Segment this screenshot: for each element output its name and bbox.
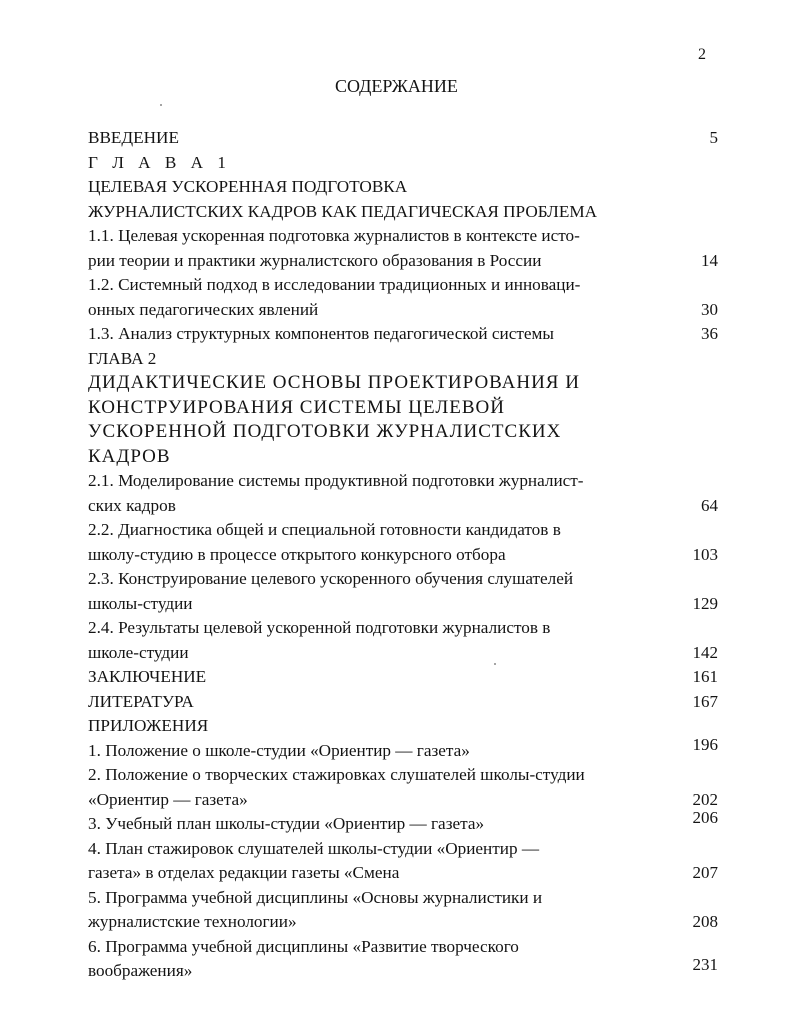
toc-entry [88,543,718,568]
toc-entry-text: КАДРОВ [88,445,171,467]
toc-entry-text: ЛИТЕРАТУРА [88,691,194,711]
toc-entry-page: 202 [692,789,718,809]
toc-entry [88,763,718,788]
chapter-title [88,175,718,200]
toc-entry [88,910,718,935]
toc-entry-text: 2.2. Диагностика общей и специальной готовности кандидатов в [88,520,561,539]
toc-entry-page: 167 [692,691,718,711]
toc-entry-page: 161 [692,667,718,686]
toc-entry-text: ских кадров [88,495,176,515]
toc-entry-text: ЗАКЛЮЧЕНИЕ [88,667,207,686]
page-number: 2 [698,46,706,63]
chapter-title [88,371,718,396]
table-of-contents [88,126,718,984]
toc-entry [88,273,718,298]
toc-entry-text: рии теории и практики журналистского образования в России [88,250,542,270]
toc-entry-text: Г Л А В А 1 [88,152,231,172]
toc-entry [88,469,718,494]
toc-entry-text: школе-студии [88,642,189,662]
toc-entry [88,935,718,960]
toc-entry [88,641,718,666]
chapter-title [88,396,718,421]
toc-entry-text: ДИДАКТИЧЕСКИЕ ОСНОВЫ ПРОЕКТИРОВАНИЯ И [88,372,580,393]
toc-entry [88,249,718,274]
toc-entry-text: онных педагогических явлений [88,299,319,319]
toc-entry-text: школы-студии [88,593,193,613]
toc-entry [88,861,718,886]
toc-entry-text: 2.4. Результаты целевой ускоренной подготовки журналистов в [88,618,551,637]
toc-entry-page: 64 [701,495,718,515]
toc-entry [88,126,718,151]
toc-entry-page: 231 [692,955,718,974]
chapter-label [88,347,718,372]
toc-entry [88,734,718,764]
toc-entry-text: ПРИЛОЖЕНИЯ [88,716,209,735]
toc-entry-text: «Ориентир — газета» [88,789,248,809]
chapter-label [88,151,718,176]
toc-entry-page: 36 [701,324,718,343]
toc-entry [88,322,718,347]
toc-entry-page: 14 [701,250,718,270]
toc-entry-text: воображения» [88,961,193,980]
toc-entry-text: УСКОРЕННОЙ ПОДГОТОВКИ ЖУРНАЛИСТСКИХ [88,421,562,442]
toc-entry-page: 208 [692,912,718,931]
toc-entry-text: 2.3. Конструирование целевого ускоренного обучения слушателей [88,569,574,588]
toc-entry-text: 6. Программа учебной дисциплины «Развитие творческого [88,936,519,956]
toc-entry-text: ЦЕЛЕВАЯ УСКОРЕННАЯ ПОДГОТОВКА [88,177,408,196]
scan-speck [160,104,162,106]
toc-entry-text: 5. Программа учебной дисциплины «Основы журналистики и [88,887,543,907]
toc-entry [88,886,718,911]
toc-entry-page: 196 [692,734,718,754]
toc-entry [88,837,718,862]
chapter-title [88,420,718,445]
toc-entry [88,616,718,641]
toc-entry [88,955,718,984]
toc-entry-text: 4. План стажировок слушателей школы-студии «Ориентир — [88,838,540,858]
toc-entry-text: 1. Положение о школе-студии «Ориентир — газета» [88,740,470,760]
toc-entry [88,665,718,690]
toc-entry-text: ГЛАВА 2 [88,348,157,368]
toc-entry-text: 2.1. Моделирование системы продуктивной подготовки журналист- [88,471,584,490]
toc-entry [88,592,718,617]
toc-entry-text: ВВЕДЕНИЕ [88,128,179,147]
toc-entry-page: 103 [692,544,718,564]
toc-entry-page: 129 [692,593,718,613]
page-title: СОДЕРЖАНИЕ [335,76,458,96]
toc-entry [88,788,718,813]
toc-entry-page: 206 [692,808,718,827]
toc-entry-text: 1.1. Целевая ускоренная подготовка журналистов в контексте исто- [88,226,580,245]
toc-entry [88,690,718,715]
toc-entry-text: школу-студию в процессе открытого конкурсного отбора [88,544,506,564]
toc-entry-text: 2. Положение о творческих стажировках слушателей школы-студии [88,765,585,784]
toc-entry [88,808,718,837]
toc-entry-page: 142 [692,642,718,662]
chapter-title [88,200,718,225]
toc-entry-page: 5 [709,128,718,147]
toc-entry [88,518,718,543]
toc-entry-text: ЖУРНАЛИСТСКИХ КАДРОВ КАК ПЕДАГИЧЕСКАЯ ПРОБЛЕМА [88,201,598,221]
toc-entry-text: 1.2. Системный подход в исследовании традиционных и инноваци- [88,275,581,294]
chapter-title [88,445,718,470]
toc-entry-text: газета» в отделах редакции газеты «Смена [88,863,400,882]
toc-entry-page: 207 [692,863,718,882]
toc-entry [88,224,718,249]
toc-entry [88,567,718,592]
toc-entry-text: журналистские технологии» [88,912,297,931]
toc-entry [88,298,718,323]
toc-entry [88,494,718,519]
toc-entry [88,714,718,739]
toc-entry-text: КОНСТРУИРОВАНИЯ СИСТЕМЫ ЦЕЛЕВОЙ [88,396,505,418]
toc-entry-text: 1.3. Анализ структурных компонентов педагогической системы [88,324,554,343]
toc-entry-page: 30 [701,299,718,319]
toc-entry-text: 3. Учебный план школы-студии «Ориентир — газета» [88,814,485,833]
